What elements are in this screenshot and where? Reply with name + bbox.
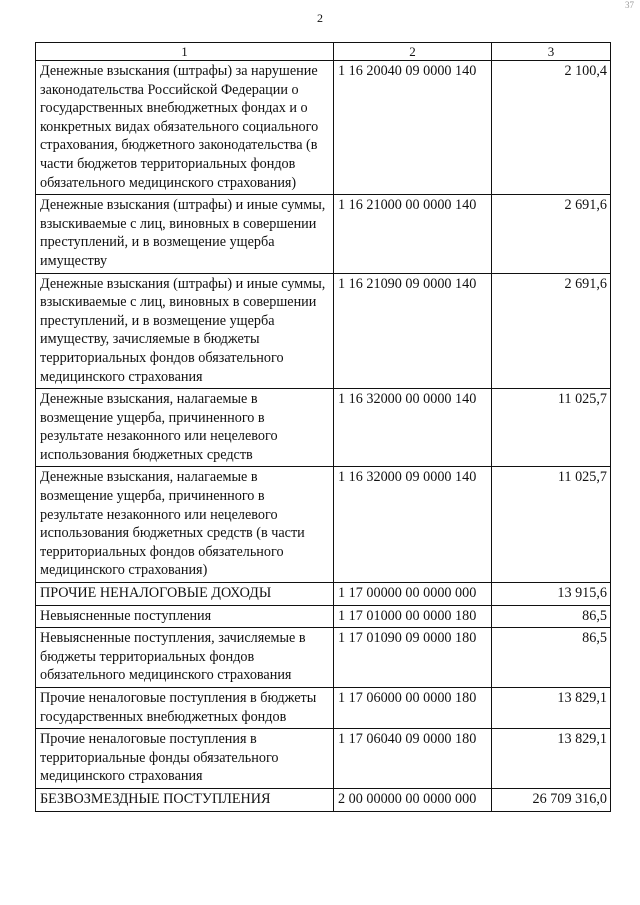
row-name: ПРОЧИЕ НЕНАЛОГОВЫЕ ДОХОДЫ — [36, 583, 334, 606]
page-number: 2 — [317, 11, 323, 25]
row-code: 2 00 00000 00 0000 000 — [334, 788, 492, 811]
table-row — [36, 688, 611, 729]
row-amount: 13 829,1 — [492, 729, 611, 789]
row-name: Невыясненные поступления, зачисляемые в бюджеты территориальных фондов обязательного медицинского страхования — [36, 628, 334, 688]
table-row — [36, 467, 611, 583]
row-code: 1 17 01090 09 0000 180 — [334, 628, 492, 688]
row-amount: 86,5 — [492, 605, 611, 628]
row-code: 1 16 21090 09 0000 140 — [334, 273, 492, 389]
table-row — [36, 61, 611, 195]
table-row — [36, 273, 611, 389]
row-code: 1 17 06000 00 0000 180 — [334, 688, 492, 729]
column-header-1: 1 — [36, 43, 334, 61]
row-name: Денежные взыскания (штрафы) за нарушение законодательства Российской Федерации о государственных внебюджетных фондах и о конкретных видах обязательного социального страхования, бюджетного законодательства (в части бюджетов территориальных фондов обязательного медицинского страхования) — [36, 61, 334, 195]
table-row — [36, 195, 611, 273]
table-row — [36, 729, 611, 789]
row-name: Прочие неналоговые поступления в бюджеты государственных внебюджетных фондов — [36, 688, 334, 729]
row-amount: 13 915,6 — [492, 583, 611, 606]
row-name: БЕЗВОЗМЕЗДНЫЕ ПОСТУПЛЕНИЯ — [36, 788, 334, 811]
row-name: Прочие неналоговые поступления в территориальные фонды обязательного медицинского страхования — [36, 729, 334, 789]
column-header-2: 2 — [334, 43, 492, 61]
row-amount: 2 691,6 — [492, 273, 611, 389]
row-amount: 2 100,4 — [492, 61, 611, 195]
row-name: Денежные взыскания (штрафы) и иные суммы, взыскиваемые с лиц, виновных в совершении преступлений, и в возмещение ущерба имуществу — [36, 195, 334, 273]
row-amount: 11 025,7 — [492, 467, 611, 583]
table-row — [36, 628, 611, 688]
column-header-3: 3 — [492, 43, 611, 61]
row-name: Денежные взыскания, налагаемые в возмещение ущерба, причиненного в результате незаконного или нецелевого использования бюджетных средств (в части территориальных фондов обязательного медицинского страхования) — [36, 467, 334, 583]
row-amount: 26 709 316,0 — [492, 788, 611, 811]
table-row — [36, 583, 611, 606]
table-row — [36, 788, 611, 811]
row-name: Невыясненные поступления — [36, 605, 334, 628]
row-code: 1 16 32000 00 0000 140 — [334, 389, 492, 467]
row-name: Денежные взыскания (штрафы) и иные суммы, взыскиваемые с лиц, виновных в совершении преступлений, и в возмещение ущерба имуществу, зачисляемые в бюджеты территориальных фондов обязательного медицинского страхования — [36, 273, 334, 389]
corner-mark: 37 — [625, 0, 634, 10]
row-amount: 13 829,1 — [492, 688, 611, 729]
row-code: 1 17 00000 00 0000 000 — [334, 583, 492, 606]
table-row — [36, 389, 611, 467]
row-amount: 2 691,6 — [492, 195, 611, 273]
row-amount: 86,5 — [492, 628, 611, 688]
table-header-row — [36, 43, 611, 61]
table-row — [36, 605, 611, 628]
row-code: 1 17 06040 09 0000 180 — [334, 729, 492, 789]
row-code: 1 17 01000 00 0000 180 — [334, 605, 492, 628]
row-code: 1 16 20040 09 0000 140 — [334, 61, 492, 195]
revenue-table — [35, 42, 611, 812]
row-name: Денежные взыскания, налагаемые в возмещение ущерба, причиненного в результате незаконного или нецелевого использования бюджетных средств — [36, 389, 334, 467]
row-amount: 11 025,7 — [492, 389, 611, 467]
row-code: 1 16 32000 09 0000 140 — [334, 467, 492, 583]
row-code: 1 16 21000 00 0000 140 — [334, 195, 492, 273]
